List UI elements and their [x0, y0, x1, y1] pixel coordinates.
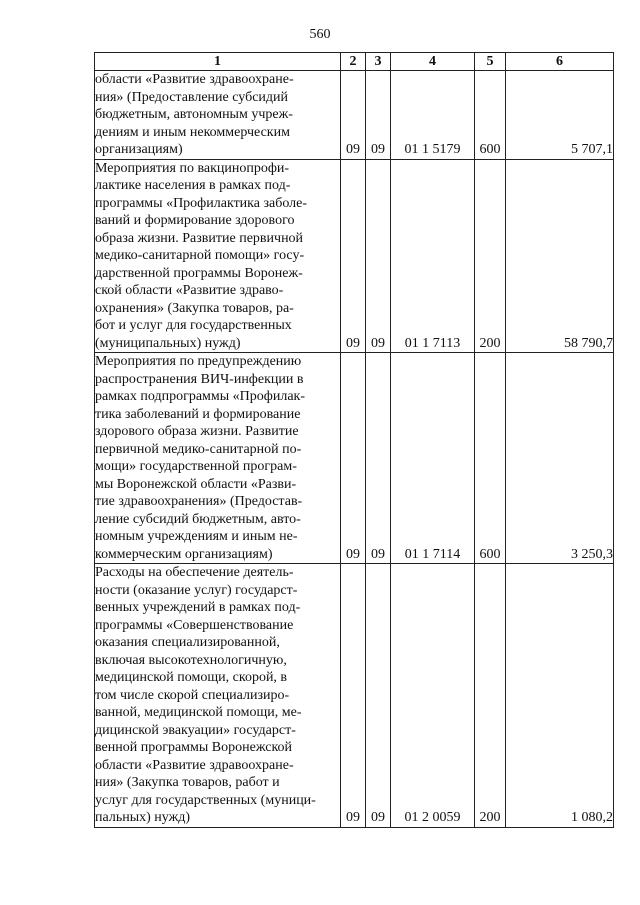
description-line: здорового образа жизни. Развитие	[95, 424, 299, 439]
row-description	[95, 71, 341, 160]
row-amount: 3 250,3	[506, 353, 614, 564]
description-line: медицинской помощи, скорой, в	[95, 670, 288, 685]
description-line: (муниципальных) нужд)	[95, 335, 241, 351]
header-col-3: 3	[366, 53, 391, 71]
row-description	[95, 564, 341, 828]
description-line: охранения» (Закупка товаров, ра-	[95, 300, 294, 316]
row-section-code: 09	[341, 564, 366, 828]
header-col-1: 1	[95, 53, 341, 71]
table-row	[95, 159, 614, 353]
row-section-code: 09	[341, 353, 366, 564]
description-line: тика заболеваний и формирование	[95, 406, 301, 422]
table-row	[95, 353, 614, 564]
description-line: оказания специализированной,	[95, 635, 280, 650]
description-line: программы «Профилактика заболе-	[95, 195, 308, 211]
description-line: Расходы на обеспечение деятель-	[95, 565, 294, 580]
description-line: дарственной программы Воронеж-	[95, 265, 303, 281]
row-amount: 1 080,2	[506, 564, 614, 828]
description-line: области «Развитие здравоохране-	[95, 72, 294, 87]
description-line: венной программы Воронежской	[95, 740, 293, 755]
description-line: венных учреждений в рамках под-	[95, 600, 301, 615]
description-line: дицинской эвакуации» государст-	[95, 722, 296, 738]
description-line: включая высокотехнологичную,	[95, 652, 287, 668]
description-line: тие здравоохранения» (Предостав-	[95, 494, 303, 509]
description-line: бюджетным, автономным учреж-	[95, 107, 293, 122]
budget-table	[94, 52, 614, 828]
description-line: распространения ВИЧ-инфекции в	[95, 371, 304, 387]
description-line: первичной медико-санитарной по-	[95, 441, 302, 457]
row-target-article-code: 01 1 7114	[391, 353, 475, 564]
row-target-article-code: 01 1 5179	[391, 71, 475, 160]
description-line: программы «Совершенствование	[95, 617, 294, 633]
header-col-5: 5	[475, 53, 506, 71]
description-line: коммерческим организациям)	[95, 546, 273, 562]
description-line: ванной, медицинской помощи, ме-	[95, 705, 302, 720]
header-col-4: 4	[391, 53, 475, 71]
row-subsection-code: 09	[366, 564, 391, 828]
description-line: номным учреждениям и иным не-	[95, 529, 298, 544]
row-amount: 58 790,7	[506, 159, 614, 353]
row-amount: 5 707,1	[506, 71, 614, 160]
row-target-article-code: 01 2 0059	[391, 564, 475, 828]
table-row	[95, 71, 614, 160]
row-subsection-code: 09	[366, 159, 391, 353]
description-line: организациям)	[95, 142, 183, 157]
description-line: услуг для государственных (муници-	[95, 792, 316, 808]
description-line: медико-санитарной помощи» госу-	[95, 248, 305, 263]
description-line: ности (оказание услуг) государст-	[95, 582, 298, 598]
header-row	[95, 53, 614, 71]
description-line: ской области «Развитие здраво-	[95, 283, 284, 298]
description-line: лактике населения в рамках под-	[95, 178, 291, 193]
row-target-article-code: 01 1 7113	[391, 159, 475, 353]
description-line: Мероприятия по предупреждению	[95, 354, 302, 369]
description-line: том числе скорой специализиро-	[95, 687, 290, 703]
row-expense-type-code: 600	[475, 71, 506, 160]
row-subsection-code: 09	[366, 353, 391, 564]
description-line: бот и услуг для государственных	[95, 318, 292, 333]
header-col-2: 2	[341, 53, 366, 71]
description-line: рамках подпрограммы «Профилак-	[95, 389, 305, 404]
row-expense-type-code: 600	[475, 353, 506, 564]
description-line: мощи» государственной програм-	[95, 459, 297, 474]
row-description	[95, 353, 341, 564]
description-line: пальных) нужд)	[95, 810, 191, 825]
row-section-code: 09	[341, 159, 366, 353]
description-line: Мероприятия по вакцинопрофи-	[95, 160, 290, 176]
row-section-code: 09	[341, 71, 366, 160]
description-line: ление субсидий бюджетным, авто-	[95, 511, 301, 527]
description-line: дениям и иным некоммерческим	[95, 124, 290, 140]
row-description	[95, 159, 341, 353]
row-subsection-code: 09	[366, 71, 391, 160]
description-line: образа жизни. Развитие первичной	[95, 230, 304, 246]
header-col-6: 6	[506, 53, 614, 71]
page-number: 560	[309, 27, 331, 42]
description-line: ваний и формирование здорового	[95, 213, 295, 228]
description-line: ния» (Предоставление субсидий	[95, 89, 289, 105]
row-expense-type-code: 200	[475, 564, 506, 828]
description-line: ния» (Закупка товаров, работ и	[95, 775, 280, 790]
table-row	[95, 564, 614, 828]
description-line: области «Развитие здравоохране-	[95, 757, 294, 773]
description-line: мы Воронежской области «Разви-	[95, 476, 297, 492]
row-expense-type-code: 200	[475, 159, 506, 353]
